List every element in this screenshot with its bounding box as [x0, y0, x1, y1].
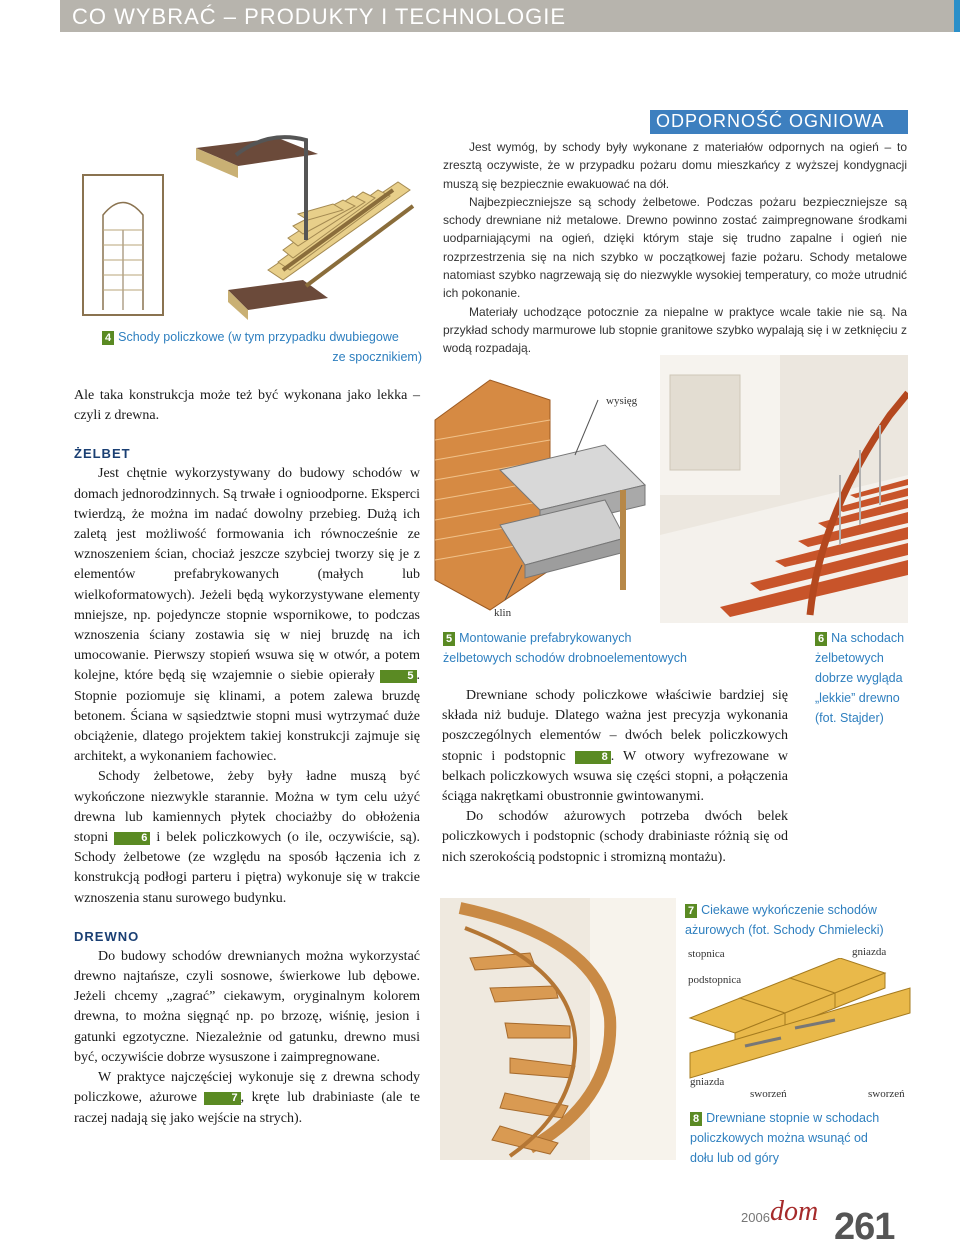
fire-paragraph-1: Jest wymóg, by schody były wykonane z materiałów odpornych na ogień – to zresztą oczywiste, że w przypadku pożaru domu mieszkańcy z wyższej kondygnacji muszą się bezpiecznie ewakuować na dół.: [443, 140, 907, 191]
page-title: CO WYBRAĆ – PRODUKTY I TECHNOLOGIE: [72, 4, 567, 29]
middle-paragraph-1: [442, 686, 788, 807]
zelbet-p1-text-b: . Stopnie poziomuje się klinami, a potem zalewa bruzdę betonem. Ściana w sąsiedztwie stopni musi wytrzymać duże obciążenie, dlatego projektem takiej konstrukcji zajmuje się architekt, a wykonaniem fachowiec.: [74, 668, 420, 765]
fig4-caption-line1: Schody policzkowe (w tym przypadku dwubiegowe: [118, 330, 399, 344]
fire-paragraph-3: Materiały uchodzące potocznie za niepalne w praktyce wcale takie nie są. Na przykład schody marmurowe lub stopnie granitowe szybko wypalają się i w zetknięciu z wodą rozpadają.: [443, 304, 907, 356]
drewno-p2-text-b: , kręte lub drabiniaste (ale te raczej nadają się jako wejście na strych).: [74, 1090, 421, 1126]
fig5-number: 5: [443, 632, 455, 646]
fig5-label-klin: klin: [494, 607, 512, 619]
magazine-logo: dom: [770, 1196, 819, 1227]
left-column: [74, 386, 420, 1129]
zelbet-p2-text-a: Schody żelbetowe, żeby były ładne muszą być wykończone niezwykle starannie. Można w tym celu użyć drewna lub kamiennych płytek chociażby do obłożenia stopni: [74, 769, 420, 846]
middle-p1-text-b: . W otwory wyfrezowane w belkach policzkowych wsuwa się części stopni, a połączenia ściąga nakrętkami obustronnie gwintowanymi.: [442, 748, 789, 805]
fig5-label-wysieg: wysięg: [606, 395, 638, 407]
fig7-caption: [685, 900, 915, 940]
fig6-caption-line4: „lekkie” drewno: [815, 691, 900, 705]
fig4-stairs-image: [78, 120, 428, 320]
fig8-label-sworzen-2: sworzeń: [868, 1088, 905, 1100]
fig8-label-gniazda-top: gniazda: [852, 946, 887, 958]
fig6-caption-line1: Na schodach: [831, 631, 905, 645]
fig8-reference: 8: [575, 751, 611, 764]
fire-section-text: [443, 138, 907, 358]
fig8-caption-line2: policzkowych można wsunąć od: [690, 1131, 868, 1145]
drewno-p2-text-a: W praktyce najczęściej wykonuje się z drewna schody policzkowe, ażurowe: [74, 1070, 420, 1106]
zelbet-paragraph-2: [74, 767, 420, 908]
zelbet-p1-text-a: Jest chętnie wykorzystywany do budowy schodów w domach jednorodzinnych. Są trwałe i ognioodporne. Eksperci twierdzą, że można im nadać dowolny przebieg. Dużą ich zaletą jest możliwość formowania ich równocześnie ze wznoszeniem ścian, chociaż jeszcze szybciej tworzy się je z elementów prefabrykowanych (małych lub wielkoformatowych). Jeżeli będą wykorzystywane elementy mniejsze, np. pojedyncze stopnie wspornikowe, to podczas wznoszenia ściany zostawia się w niej bruzdę na ich umocowanie. Pierwszy stopień wsuwa się w otwór, a potem kolejne, które będą się wzajemnie o siebie opierały: [74, 466, 421, 684]
zelbet-heading: ŻELBET: [74, 446, 131, 462]
fig5-caption: [443, 628, 763, 668]
fig8-caption-line1: Drewniane stopnie w schodach: [706, 1111, 880, 1125]
middle-column: [442, 686, 788, 868]
fire-section-title: ODPORNOŚĆ OGNIOWA: [656, 111, 885, 131]
fig8-number: 8: [690, 1112, 702, 1126]
fig7-reference: 7: [204, 1092, 240, 1105]
fig4-caption-line2: ze spocznikiem): [332, 350, 422, 364]
footer-year: 2006: [741, 1210, 770, 1225]
fig7-number: 7: [685, 904, 697, 918]
drewno-paragraph-2: [74, 1068, 420, 1129]
zelbet-p2-text-b: i belek policzkowych (o ile, oczywiście, są). Schody żelbetowe (ze względu na sposób łączenia ich z konstrukcją podłogi parteru i piętra) wykonuje się w trakcie wznoszenia stanu surowego budynku.: [74, 830, 420, 906]
fig7-spiral-stairs-photo: [440, 898, 676, 1160]
fig6-caption-line3: dobrze wygląda: [815, 671, 903, 685]
fig8-label-podstopnica: podstopnica: [688, 974, 742, 986]
fig5-caption-line2: żelbetowych schodów drobnoelementowych: [443, 651, 687, 665]
middle-paragraph-2: Do schodów ażurowych potrzeba dwóch belek policzkowych i podstopnic (schody drabiniaste różnią się od nich szerokością podstopnic i stromizną montażu).: [442, 809, 788, 865]
middle-p1-text-a: Drewniane schody policzkowe właściwie bardziej się składa niż buduje. Dlatego ważna jest precyzja wykonania poszczególnych elementów – dwóch belek policzkowych stopnic i podstopnic: [442, 688, 788, 764]
fig6-number: 6: [815, 632, 827, 646]
fig5-reference: 5: [380, 670, 416, 683]
fig5-caption-line1: Montowanie prefabrykowanych: [459, 631, 632, 645]
page-number: 261: [834, 1206, 895, 1248]
fig8-label-gniazda-bottom: gniazda: [690, 1076, 725, 1088]
drewno-paragraph-1: Do budowy schodów drewnianych można wykorzystać drewno najtańsze, czyli sosnowe, świerkowe lub dębowe. Jeżeli chcemy „zagrać” ciekawym, oryginalnym kolorem drewna, to można sięgnąć np. po brzozę, wiśnię, jesion i gatunki egzotyczne. Niezależnie od gatunku, drewno musi być, oczywiście dobrze wysuszone i zaimpregnowane.: [74, 948, 420, 1065]
fig6-caption-line5: (fot. Stajder): [815, 711, 884, 725]
fig6-caption: [815, 628, 915, 728]
fig4-caption: [102, 327, 422, 367]
fig7-caption-line1: Ciekawe wykończenie schodów: [701, 903, 877, 917]
fig8-caption-line3: dołu lub od góry: [690, 1151, 779, 1165]
fig4-number: 4: [102, 331, 114, 345]
header-accent: [954, 0, 960, 32]
fig8-label-stopnica: stopnica: [688, 948, 725, 960]
intro-paragraph: Ale taka konstrukcja może też być wykonana jako lekka – czyli z drewna.: [74, 388, 420, 424]
drewno-heading: DREWNO: [74, 928, 140, 944]
fire-paragraph-2: Najbezpieczniejsze są schody żelbetowe. Podczas pożaru bezpieczniejsze są schody drewniane niż metalowe. Drewno powinno zostać zaimpregnowane środkami uodparniającymi na ogień, dzięki którym staje się trudno zapalne i ogień nie rozprzestrzenia się na nich szybko w początkowej fazie pożaru. Schody metalowe natomiast szybko nagrzewają się do niezwykle wysokiej temperatury, co może utrudnić ich pokonanie.: [443, 194, 907, 301]
zelbet-paragraph-1: [74, 464, 420, 767]
fig8-label-sworzen-1: sworzeń: [750, 1088, 787, 1100]
fig7-caption-line2: ażurowych (fot. Schody Chmielecki): [685, 923, 884, 937]
fig8-caption: [690, 1108, 915, 1168]
fig6-caption-line2: żelbetowych: [815, 651, 884, 665]
fig6-reference: 6: [114, 832, 150, 845]
fig6-stairs-photo: [660, 355, 908, 623]
